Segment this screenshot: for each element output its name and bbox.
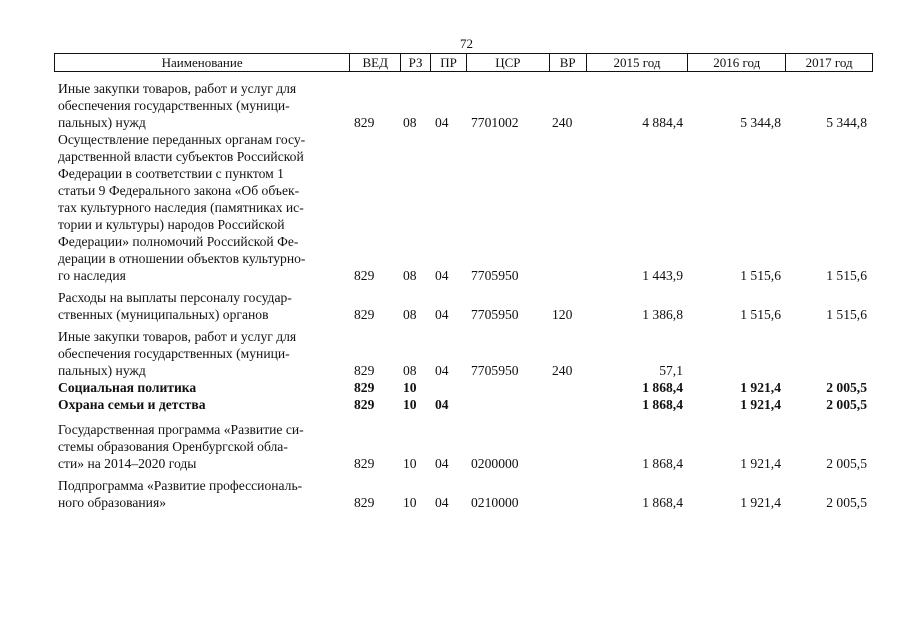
cell-pr: 04 (435, 397, 449, 412)
row-name-line: Федерации в соответствии с пунктом 1 (58, 166, 284, 181)
table-row (54, 289, 873, 323)
header-name: Наименование (55, 54, 350, 71)
cell-2017: 1 515,6 (826, 268, 867, 283)
cell-2015: 1 868,4 (642, 380, 683, 395)
cell-2016: 1 921,4 (740, 495, 781, 510)
row-name-line: Осуществление переданных органам госу- (58, 132, 306, 147)
row-name (54, 396, 350, 413)
cell-2016: 5 344,8 (740, 115, 781, 130)
cell-2017: 1 515,6 (826, 307, 867, 322)
cell-ved: 829 (354, 456, 375, 471)
row-name (54, 379, 350, 396)
cell-rz: 10 (403, 397, 417, 412)
cell-2016: 1 921,4 (740, 380, 781, 395)
cell-ved: 829 (354, 495, 375, 510)
cell-csr: 0200000 (471, 456, 519, 471)
row-name (54, 477, 350, 511)
row-name-line: обеспечения государственных (муници- (58, 98, 290, 113)
table-row (54, 379, 873, 396)
cell-csr: 7705950 (471, 363, 519, 378)
budget-table (54, 53, 873, 511)
cell-2017: 5 344,8 (826, 115, 867, 130)
row-name-line: сти» на 2014–2020 годы (58, 456, 197, 471)
cell-csr: 7705950 (471, 268, 519, 283)
row-name-line: го наследия (58, 268, 126, 283)
cell-vr: 120 (552, 307, 573, 322)
header-2017: 2017 год (805, 55, 853, 70)
cell-rz: 08 (403, 363, 417, 378)
cell-ved: 829 (354, 397, 375, 412)
cell-2016: 1 515,6 (740, 268, 781, 283)
row-name-line: Федерации» полномочий Российской Фе- (58, 234, 299, 249)
cell-pr: 04 (435, 456, 449, 471)
header-2015: 2015 год (587, 54, 689, 71)
cell-2015: 1 868,4 (642, 495, 683, 510)
row-name (54, 131, 350, 284)
cell-pr: 04 (435, 307, 449, 322)
cell-rz: 08 (403, 115, 417, 130)
cell-2017: 2 005,5 (826, 495, 867, 510)
row-name-line: Охрана семьи и детства (58, 397, 206, 412)
table-row (54, 131, 873, 284)
cell-2016: 1 515,6 (740, 307, 781, 322)
cell-ved: 829 (354, 363, 375, 378)
row-name-line: Подпрограмма «Развитие профессиональ- (58, 478, 303, 493)
row-name-line: ного образования» (58, 495, 167, 510)
cell-pr: 04 (435, 115, 449, 130)
header-vr: ВР (550, 54, 587, 71)
row-name-line: статьи 9 Федерального закона «Об объек- (58, 183, 300, 198)
cell-2015: 1 868,4 (642, 397, 683, 412)
cell-rz: 08 (403, 268, 417, 283)
table-row (54, 328, 873, 379)
cell-2016: 1 921,4 (740, 397, 781, 412)
cell-2015: 4 884,4 (642, 115, 683, 130)
row-name-line: Расходы на выплаты персоналу государ- (58, 290, 292, 305)
cell-ved: 829 (354, 268, 375, 283)
cell-vr: 240 (552, 115, 573, 130)
row-name (54, 80, 350, 131)
row-name-line: Государственная программа «Развитие си- (58, 422, 304, 437)
cell-ved: 829 (354, 380, 375, 395)
row-name-line: обеспечения государственных (муници- (58, 346, 290, 361)
cell-2015: 1 386,8 (642, 307, 683, 322)
cell-rz: 10 (403, 380, 417, 395)
table-row (54, 80, 873, 131)
cell-pr: 04 (435, 268, 449, 283)
row-name-line: Социальная политика (58, 380, 197, 395)
header-ved: ВЕД (350, 54, 401, 71)
row-name-line: Иные закупки товаров, работ и услуг для (58, 81, 297, 96)
row-name (54, 289, 350, 323)
cell-2015: 57,1 (659, 363, 683, 378)
header-pr: ПР (431, 54, 467, 71)
cell-2015: 1 443,9 (642, 268, 683, 283)
row-name-line: стемы образования Оренбургской обла- (58, 439, 288, 454)
row-name (54, 328, 350, 379)
row-name-line: дарственной власти субъектов Российской (58, 149, 304, 164)
table-row (54, 421, 873, 472)
cell-2015: 1 868,4 (642, 456, 683, 471)
row-name (54, 421, 350, 472)
cell-csr: 7701002 (471, 115, 519, 130)
cell-rz: 08 (403, 307, 417, 322)
cell-2017: 2 005,5 (826, 380, 867, 395)
cell-2017: 2 005,5 (826, 397, 867, 412)
cell-vr: 240 (552, 363, 573, 378)
header-rz: РЗ (401, 54, 431, 71)
table-row (54, 477, 873, 511)
cell-2017: 2 005,5 (826, 456, 867, 471)
cell-pr: 04 (435, 495, 449, 510)
cell-ved: 829 (354, 307, 375, 322)
cell-2016: 1 921,4 (740, 456, 781, 471)
row-name-line: Иные закупки товаров, работ и услуг для (58, 329, 297, 344)
table-row (54, 396, 873, 413)
row-name-line: пальных) нужд (58, 115, 146, 130)
table-body (54, 80, 873, 511)
row-name-line: дерации в отношении объектов культурно- (58, 251, 306, 266)
cell-rz: 10 (403, 495, 417, 510)
header-csr: ЦСР (467, 54, 550, 71)
cell-rz: 10 (403, 456, 417, 471)
cell-pr: 04 (435, 363, 449, 378)
row-name-line: ственных (муниципальных) органов (58, 307, 269, 322)
cell-csr: 0210000 (471, 495, 519, 510)
row-name-line: тах культурного наследия (памятниках ис- (58, 200, 304, 215)
cell-csr: 7705950 (471, 307, 519, 322)
row-name-line: тории и культуры) народов Российской (58, 217, 285, 232)
header-2016: 2016 год (688, 54, 786, 71)
row-name-line: пальных) нужд (58, 363, 146, 378)
page-number: 72 (460, 36, 473, 51)
table-header (54, 53, 873, 72)
cell-ved: 829 (354, 115, 375, 130)
